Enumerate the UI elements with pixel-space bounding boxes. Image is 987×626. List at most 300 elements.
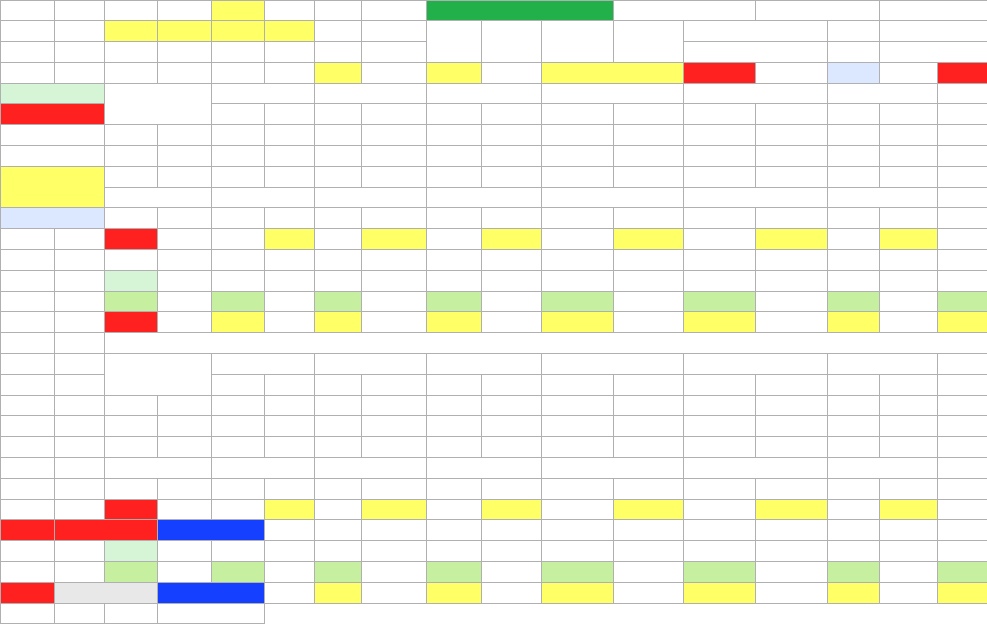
- val-high: [683, 124, 756, 146]
- high-label: [104, 228, 158, 250]
- sell-strength: [0, 103, 105, 125]
- put-title: [104, 353, 212, 396]
- val-high: [541, 145, 614, 167]
- call-amt: [0, 561, 55, 583]
- val-high: [314, 124, 362, 146]
- put-strike: [541, 353, 684, 375]
- put-strike: [426, 353, 542, 375]
- val-low: [879, 415, 938, 437]
- val-low: [879, 395, 938, 417]
- row-label: [104, 145, 158, 167]
- val-high: [314, 145, 362, 167]
- prev-change: [361, 0, 427, 21]
- val-high: [314, 415, 362, 437]
- low-val: [755, 207, 828, 229]
- hist-date: [0, 270, 55, 292]
- val-low: [481, 415, 542, 437]
- pct-b: [361, 374, 427, 396]
- current-price: [827, 187, 938, 209]
- val-low: [361, 145, 427, 167]
- current-price: [541, 457, 684, 479]
- row-name: [0, 20, 55, 42]
- current-price: [827, 457, 938, 479]
- date-label: [755, 0, 880, 21]
- col-val: [54, 228, 105, 250]
- signal: [361, 499, 427, 521]
- val-high: [426, 415, 482, 437]
- val-high: [211, 415, 265, 437]
- current-price: [683, 187, 828, 209]
- tradeday: [361, 62, 427, 84]
- fwh: [755, 62, 828, 84]
- g-val: [541, 540, 614, 562]
- current-price: [937, 187, 987, 209]
- hist-val: [54, 499, 105, 521]
- high-val: [211, 228, 265, 250]
- g-val: [426, 519, 482, 541]
- row-name: [0, 41, 55, 63]
- g-val: [264, 519, 315, 541]
- g-label: [157, 249, 212, 271]
- val-low: [361, 395, 427, 417]
- kospi: [879, 41, 987, 63]
- pct-a: [683, 103, 756, 125]
- sell-strength-label: [0, 83, 105, 105]
- pct-a: [211, 103, 265, 125]
- sell-remain-label: [314, 41, 362, 63]
- pct-b: [481, 374, 542, 396]
- g-val: [613, 270, 684, 292]
- buy-remain: [361, 20, 427, 42]
- val-low: [613, 166, 684, 188]
- signal: [755, 228, 828, 250]
- open-val: [211, 207, 265, 229]
- val-low: [755, 145, 828, 167]
- hist-date: [0, 249, 55, 271]
- k200-label: [827, 20, 880, 42]
- val-low: [264, 436, 315, 458]
- high-val: [541, 228, 614, 250]
- put-amt: [157, 561, 265, 583]
- hist-val: [54, 249, 105, 271]
- g-val: [879, 270, 938, 292]
- open-val: [314, 207, 362, 229]
- strategy-note: [104, 332, 987, 354]
- val-low: [264, 395, 315, 417]
- val-high: [211, 436, 265, 458]
- hist-date: [0, 499, 55, 521]
- current-price: [937, 457, 987, 479]
- g-val: [361, 582, 427, 604]
- val-high: [683, 415, 756, 437]
- val-high: [314, 166, 362, 188]
- pct-a: [541, 103, 614, 125]
- g-val: [426, 311, 482, 333]
- g-val: [827, 519, 880, 541]
- row-low: [157, 20, 212, 42]
- g-label: [104, 311, 158, 333]
- pct-b: [481, 103, 542, 125]
- basis-label: [157, 228, 212, 250]
- pct-a: [314, 103, 362, 125]
- row-high: [104, 62, 158, 84]
- open-val: [541, 478, 614, 500]
- val-high: [937, 166, 987, 188]
- g-val: [314, 540, 362, 562]
- row-label: [157, 395, 212, 417]
- g-label: [157, 270, 212, 292]
- signal: [481, 499, 542, 521]
- val-low: [361, 436, 427, 458]
- row-label: [157, 145, 212, 167]
- val-low: [264, 145, 315, 167]
- oi-amt: [54, 540, 158, 583]
- g-val: [613, 561, 684, 583]
- open-val: [937, 207, 987, 229]
- val-high: [827, 415, 880, 437]
- row-open: [54, 41, 105, 63]
- pct-b: [879, 374, 938, 396]
- val-high: [827, 436, 880, 458]
- current-price: [314, 187, 427, 209]
- high-val: [827, 499, 880, 521]
- header-high: [104, 0, 158, 21]
- low-label: [157, 478, 212, 500]
- val-high: [827, 395, 880, 417]
- g-val: [426, 249, 482, 271]
- hist-val: [54, 457, 105, 479]
- g-val: [541, 311, 614, 333]
- hist-val: [54, 478, 105, 500]
- g-val: [314, 519, 362, 541]
- high-val: [314, 228, 362, 250]
- header-low: [157, 0, 212, 21]
- hist-date: [0, 374, 55, 396]
- chart-label: [0, 207, 105, 229]
- signal: [481, 228, 542, 250]
- signal: [264, 499, 315, 521]
- oi-chg2: [104, 603, 158, 625]
- pct-b: [879, 103, 938, 125]
- hist-val: [54, 291, 105, 313]
- val-high: [541, 166, 614, 188]
- current-price: [683, 457, 828, 479]
- g-val: [937, 270, 987, 292]
- header-prev: [314, 0, 362, 21]
- g-val: [541, 291, 614, 313]
- low-val: [613, 478, 684, 500]
- call-sell: [481, 20, 542, 63]
- low-val: [613, 207, 684, 229]
- g-val: [879, 291, 938, 313]
- high-val: [426, 499, 482, 521]
- g-val: [314, 582, 362, 604]
- val-high: [426, 166, 482, 188]
- call-title: [104, 83, 212, 126]
- g-val: [541, 519, 614, 541]
- call-strike: [937, 83, 987, 105]
- open-label: [104, 207, 158, 229]
- val-low: [481, 145, 542, 167]
- val-low: [481, 395, 542, 417]
- signal: [879, 499, 938, 521]
- g-val: [361, 311, 427, 333]
- g-val: [264, 540, 315, 562]
- pct-b: [264, 374, 315, 396]
- val-high: [937, 415, 987, 437]
- high-val: [937, 499, 987, 521]
- pct-b: [755, 374, 828, 396]
- col-date: [0, 228, 55, 250]
- val-high: [211, 166, 265, 188]
- g-val: [755, 519, 828, 541]
- put-buy-label: [541, 20, 614, 63]
- pct-b: [613, 374, 684, 396]
- val-high: [426, 436, 482, 458]
- put-buy: [613, 20, 684, 63]
- g-val: [827, 249, 880, 271]
- g-val: [613, 291, 684, 313]
- kospi-label: [879, 20, 987, 42]
- hist-val: [54, 311, 105, 333]
- pct-b: [264, 103, 315, 125]
- val-high: [426, 124, 482, 146]
- g-val: [683, 540, 756, 562]
- cur-label: [104, 187, 212, 209]
- g-val: [755, 311, 828, 333]
- g-val: [361, 291, 427, 313]
- k200: [827, 41, 880, 63]
- remain-label: [426, 62, 482, 84]
- call-strike: [314, 83, 427, 105]
- row-label: [104, 436, 158, 458]
- signal: [613, 499, 684, 521]
- g-val: [314, 561, 362, 583]
- g-label: [104, 291, 158, 313]
- g-val: [683, 249, 756, 271]
- val-low: [361, 124, 427, 146]
- g-val: [879, 561, 938, 583]
- row-range: [264, 41, 315, 63]
- val-high: [937, 124, 987, 146]
- fwh-label: [683, 62, 756, 84]
- val-low: [613, 145, 684, 167]
- row-label: [157, 166, 212, 188]
- open-val: [827, 478, 880, 500]
- open-val: [827, 207, 880, 229]
- val-low: [361, 415, 427, 437]
- val-low: [481, 166, 542, 188]
- remain: [481, 62, 542, 84]
- basis-label: [157, 499, 212, 521]
- g-val: [827, 291, 880, 313]
- g-val: [827, 311, 880, 333]
- open-val: [426, 478, 482, 500]
- g-val: [426, 291, 482, 313]
- header-range: [264, 0, 315, 21]
- g-label: [157, 291, 212, 313]
- g-val: [541, 582, 614, 604]
- high-val: [937, 228, 987, 250]
- row-label: [104, 124, 158, 146]
- buy-remain-label: [314, 20, 362, 42]
- row-high: [104, 41, 158, 63]
- g-val: [264, 291, 315, 313]
- futures-oi: [683, 20, 828, 42]
- open-val: [314, 478, 362, 500]
- val-high: [683, 166, 756, 188]
- val-low: [361, 166, 427, 188]
- call-pct: [0, 540, 55, 562]
- val-high: [426, 395, 482, 417]
- tradeday-label: [314, 62, 362, 84]
- val-high: [683, 395, 756, 417]
- row-open: [54, 20, 105, 42]
- call-sum: [0, 603, 55, 625]
- current-price: [314, 457, 427, 479]
- row-current: [211, 62, 265, 84]
- val-low: [613, 395, 684, 417]
- put-sum: [157, 603, 265, 625]
- weekly-title: [426, 0, 614, 21]
- g-val: [755, 582, 828, 604]
- hist-date: [0, 291, 55, 313]
- g-label: [104, 249, 158, 271]
- low-val: [264, 207, 315, 229]
- oi-chg1: [54, 603, 105, 625]
- val-high: [541, 436, 614, 458]
- pct-a: [827, 374, 880, 396]
- fwl-label: [827, 62, 880, 84]
- g-val: [755, 249, 828, 271]
- g-label: [104, 270, 158, 292]
- call-sell-label: [426, 20, 482, 63]
- pct-a: [937, 103, 987, 125]
- row-range: [264, 20, 315, 42]
- g-val: [827, 270, 880, 292]
- hist-val: [54, 415, 105, 437]
- pct-a: [211, 374, 265, 396]
- low-val: [481, 478, 542, 500]
- hist-date: [0, 395, 55, 417]
- pct-b: [755, 103, 828, 125]
- g-val: [879, 582, 938, 604]
- hist-val: [54, 353, 105, 375]
- high-val: [211, 499, 265, 521]
- row-label: [104, 415, 158, 437]
- hist-date: [0, 311, 55, 333]
- row-high: [104, 20, 158, 42]
- header-current: [211, 0, 265, 21]
- row-label: [157, 124, 212, 146]
- row-label: [104, 166, 158, 188]
- row-open: [54, 62, 105, 84]
- val-low: [755, 415, 828, 437]
- low-label: [157, 207, 212, 229]
- fwl: [879, 62, 938, 84]
- g-val: [541, 249, 614, 271]
- hist-val: [54, 395, 105, 417]
- low-val: [481, 207, 542, 229]
- val-low: [613, 436, 684, 458]
- open-val: [211, 478, 265, 500]
- val-high: [683, 145, 756, 167]
- g-val: [683, 270, 756, 292]
- g-val: [481, 249, 542, 271]
- g-val: [481, 582, 542, 604]
- g-val: [937, 540, 987, 562]
- jdp-label: [937, 62, 987, 84]
- g-val: [755, 270, 828, 292]
- row-low: [157, 41, 212, 63]
- g-val: [211, 249, 265, 271]
- val-high: [827, 124, 880, 146]
- g-val: [613, 249, 684, 271]
- val-high: [211, 145, 265, 167]
- g-val: [613, 540, 684, 562]
- val-low: [264, 166, 315, 188]
- pct-a: [426, 374, 482, 396]
- hist-date: [0, 436, 55, 458]
- hist-val: [54, 374, 105, 396]
- open-val: [683, 207, 756, 229]
- pct-b: [361, 103, 427, 125]
- g-val: [541, 270, 614, 292]
- val-low: [755, 166, 828, 188]
- val-high: [937, 395, 987, 417]
- high-val: [827, 228, 880, 250]
- put-pct: [157, 540, 265, 562]
- put-strike: [827, 353, 938, 375]
- open-val: [683, 478, 756, 500]
- val-low: [481, 124, 542, 146]
- val-low: [755, 124, 828, 146]
- g-val: [314, 249, 362, 271]
- val-high: [314, 395, 362, 417]
- g-val: [264, 311, 315, 333]
- call-strike: [541, 83, 684, 105]
- low-val: [879, 478, 938, 500]
- val-high: [937, 436, 987, 458]
- oi-label: [54, 519, 158, 541]
- g-val: [426, 582, 482, 604]
- g-val: [481, 270, 542, 292]
- cur-label: [104, 457, 212, 479]
- g-val: [755, 561, 828, 583]
- pct-a: [827, 103, 880, 125]
- row-label: [104, 395, 158, 417]
- g-val: [426, 270, 482, 292]
- g-val: [879, 249, 938, 271]
- g-val: [481, 519, 542, 541]
- g-val: [264, 249, 315, 271]
- val-high: [937, 145, 987, 167]
- call-strike: [683, 83, 828, 105]
- row-label: [157, 415, 212, 437]
- put-strike: [211, 353, 315, 375]
- g-val: [481, 540, 542, 562]
- g-val: [683, 519, 756, 541]
- put-opt-label: [157, 519, 265, 541]
- g-val: [211, 270, 265, 292]
- g-val: [613, 519, 684, 541]
- oi-chg-label: [54, 582, 158, 604]
- high-val: [683, 228, 756, 250]
- g-label: [157, 311, 212, 333]
- open-val: [426, 207, 482, 229]
- row-label: [157, 436, 212, 458]
- pct-a: [683, 374, 756, 396]
